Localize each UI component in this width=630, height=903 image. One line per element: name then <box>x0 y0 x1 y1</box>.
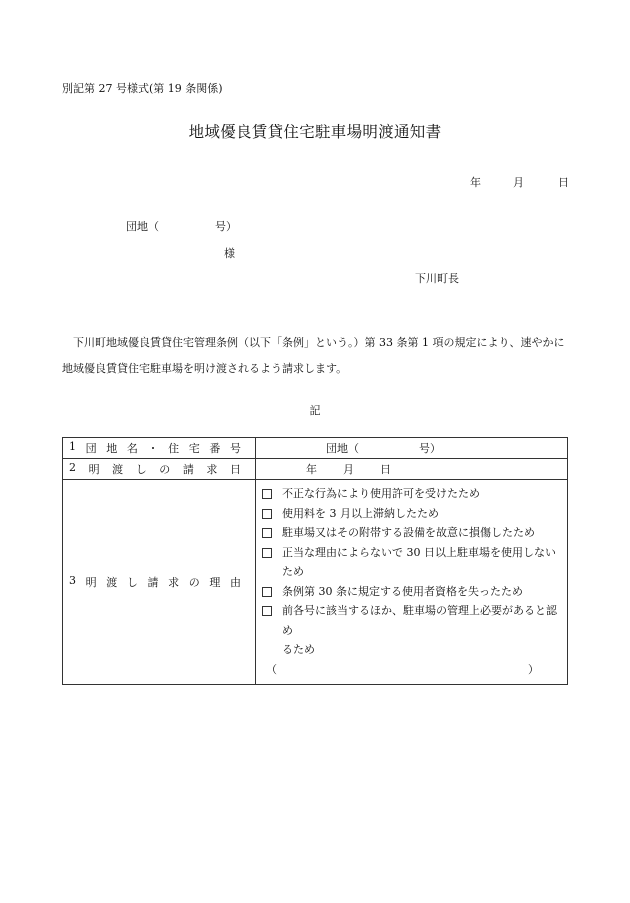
table-row <box>63 459 568 480</box>
recipient-danchi: 団地（ 号） <box>126 220 237 233</box>
date-day: 日 <box>558 176 569 189</box>
reason-item <box>262 484 561 504</box>
label-reason-char: 渡 <box>106 575 118 589</box>
table-row <box>63 480 568 685</box>
other-reason-field[interactable] <box>262 660 561 680</box>
ki-heading: 記 <box>309 404 321 417</box>
row-label-date <box>63 459 256 480</box>
reason-text: 前各号に該当するほか、駐車場の管理上必要があると認め <box>282 604 557 637</box>
label-danchi-char: 地 <box>106 442 118 455</box>
row-value-reasons <box>256 480 568 685</box>
reason-text: 駐車場又はその附帯する設備を故意に損傷したため <box>282 526 535 539</box>
reason-checkbox[interactable] <box>262 606 272 616</box>
issue-date <box>470 174 569 190</box>
reason-item <box>262 523 561 543</box>
reason-item <box>262 582 561 602</box>
label-danchi-char: 宅 <box>188 442 200 455</box>
reason-checkbox[interactable] <box>262 548 272 558</box>
row-label-danchi <box>63 438 256 459</box>
reason-text: 使用料を 3 月以上滞納したため <box>282 506 439 520</box>
paren-open: （ <box>266 662 277 676</box>
label-reason-char: 由 <box>230 575 241 589</box>
label-danchi-char: 名 <box>126 442 138 455</box>
label-date-char: の <box>159 463 171 476</box>
label-danchi-char: 号 <box>230 442 241 455</box>
reason-checkbox[interactable] <box>262 489 272 499</box>
label-reason-char: 明 <box>85 575 97 589</box>
document-title: 地域優良賃貸住宅駐車場明渡通知書 <box>188 123 442 141</box>
date-month: 月 <box>513 176 524 189</box>
body-text: 下川町地域優良賃貸住宅管理条例（以下「条例」という。）第 33 条第 1 項の規定により、速やかに地域優良賃貸住宅駐車場を明け渡されるよう請求します。 <box>62 336 565 375</box>
reason-list <box>256 480 567 684</box>
recipient-sama: 様 <box>224 247 235 260</box>
label-danchi-char: ・ <box>147 442 159 455</box>
label-date-number: 2 <box>69 461 76 474</box>
sender-mayor: 下川町長 <box>415 272 459 285</box>
label-date-char: 渡 <box>112 463 124 476</box>
label-date-char: 明 <box>88 463 100 476</box>
reason-checkbox[interactable] <box>262 509 272 519</box>
label-reason-char: の <box>188 575 200 589</box>
row-value-danchi: 団地（ 号） <box>256 438 568 459</box>
label-reason-char: し <box>126 575 138 589</box>
label-danchi-char: 番 <box>209 442 221 455</box>
label-date-char: し <box>135 463 147 476</box>
row-value-date: 年 月 日 <box>256 459 568 480</box>
reason-item <box>262 543 561 582</box>
reason-item <box>262 504 561 524</box>
label-danchi-number: 1 <box>69 440 76 453</box>
details-table <box>62 437 568 685</box>
label-danchi-char: 団 <box>85 442 97 455</box>
label-reason-char: 理 <box>209 575 221 589</box>
reason-checkbox[interactable] <box>262 587 272 597</box>
reason-checkbox[interactable] <box>262 528 272 538</box>
paren-close: ） <box>528 662 539 676</box>
label-date-char: 求 <box>206 463 218 476</box>
label-danchi-char: 住 <box>168 442 180 455</box>
label-reason-number: 3 <box>69 573 76 587</box>
date-year: 年 <box>470 176 481 189</box>
label-date-char: 請 <box>182 463 194 476</box>
reason-continuation: るため <box>282 643 315 656</box>
reason-text: 不正な行為により使用許可を受けたため <box>282 487 480 500</box>
row-label-reason <box>63 480 256 685</box>
label-reason-char: 求 <box>168 575 180 589</box>
table-row <box>63 438 568 459</box>
label-date-char: 日 <box>229 463 241 476</box>
label-reason-char: 請 <box>147 575 159 589</box>
form-number: 別記第 27 号様式(第 19 条関係) <box>62 82 223 95</box>
reason-item <box>262 601 561 640</box>
reason-text: 正当な理由によらないで 30 日以上駐車場を使用しないため <box>282 545 556 578</box>
reason-text: 条例第 30 条に規定する使用者資格を失ったため <box>282 584 523 598</box>
